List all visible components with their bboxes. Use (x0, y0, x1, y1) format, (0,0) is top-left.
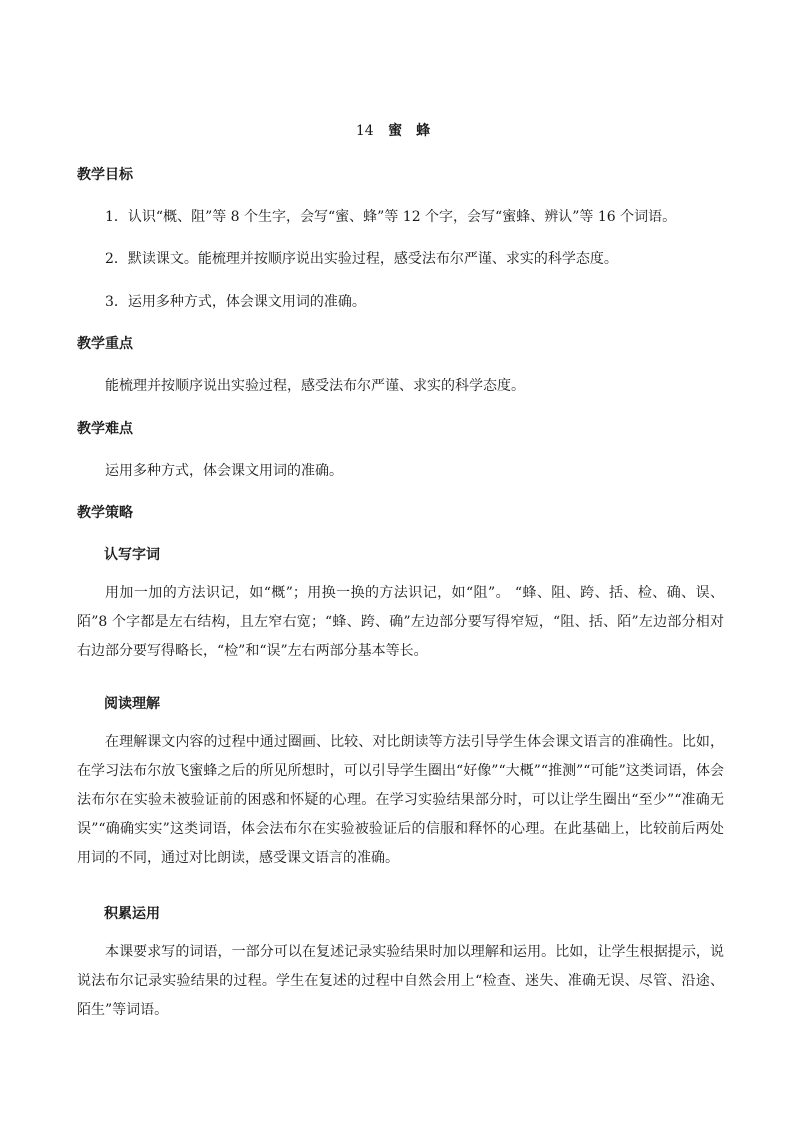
goal-item-2: 2．默读课文。能梳理并按顺序说出实验过程，感受法布尔严谨、求实的科学态度。 (105, 251, 618, 267)
application-paragraph: 本课要求写的词语，一部分可以在复述记录实验结果时加以理解和运用。比如，让学生根据提示，说说法布尔记录实验结果的过程。学生在复述的过程中自然会用上“检查、迷失、准确无误、尽管、沿途、陌生”等词语。 (77, 944, 724, 1018)
heading-strategy: 教学策略 (77, 505, 133, 521)
difficulties-text: 运用多种方式，体会课文用词的准确。 (105, 463, 343, 479)
goal-item-1: 1．认识“概、阻”等 8 个生字，会写“蜜、蜂”等 12 个字，会写“蜜蜂、辨认”等 16 个词语。 (105, 209, 677, 225)
key-points-text: 能梳理并按顺序说出实验过程，感受法布尔严谨、求实的科学态度。 (105, 378, 525, 394)
writing-paragraph: 用加一加的方法识记，如“概”；用换一换的方法识记，如“阻”。 “蜂、阻、跨、括、检、确、误、陌”8 个字都是左右结构，且左窄右宽；“蜂、跨、确”左边部分要写得窄短，“阻、括、陌”左边部分相对右边部分要写得略长，“检”和“误”左右两部分基本等长。 (77, 585, 724, 659)
lesson-number: 14 (355, 123, 374, 139)
subheading-reading: 阅读理解 (104, 696, 160, 712)
heading-difficulties: 教学难点 (77, 421, 133, 437)
lesson-title: 蜜蜂 (388, 123, 445, 139)
heading-key-points: 教学重点 (77, 336, 133, 352)
reading-paragraph: 在理解课文内容的过程中通过圈画、比较、对比朗读等方法引导学生体会课文语言的准确性。比如，在学习法布尔放飞蜜蜂之后的所见所想时，可以引导学生圈出“好像”“大概”“推测”“可能”这类词语，体会法布尔在实验未被验证前的困惑和怀疑的心理。在学习实验结果部分时，可以让学生圈出“至少”“准确无误”“确确实实”这类词语，体会法布尔在实验被验证后的信服和释怀的心理。在此基础上，比较前后两处用词的不同，通过对比朗读，感受课文语言的准确。 (77, 734, 724, 866)
goal-item-3: 3．运用多种方式，体会课文用词的准确。 (105, 294, 366, 310)
heading-goals: 教学目标 (77, 167, 133, 183)
page-title (0, 120, 800, 140)
subheading-writing: 认写字词 (104, 547, 160, 563)
subheading-application: 积累运用 (104, 906, 160, 922)
